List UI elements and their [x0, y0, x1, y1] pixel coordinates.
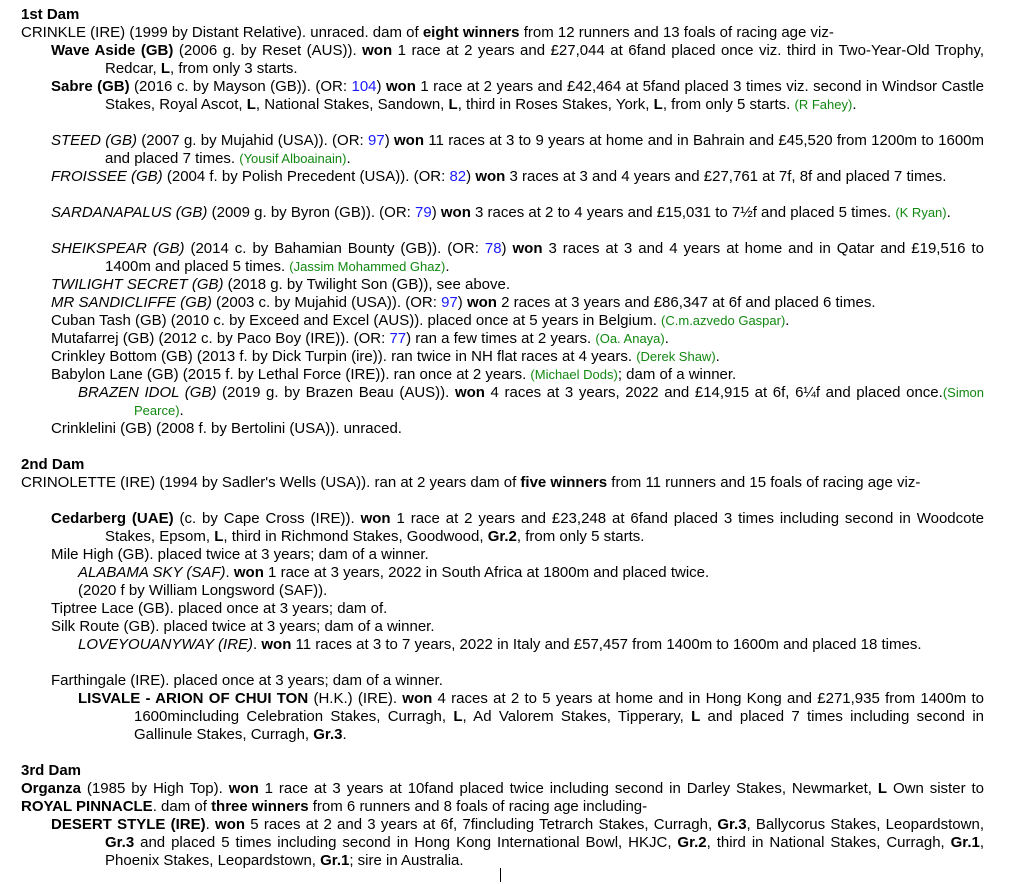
entry-text: (1985 by High Top).: [81, 780, 229, 797]
section-heading: 1st Dam: [21, 6, 80, 23]
entry-text: ): [457, 294, 467, 311]
progeny-entry: [78, 690, 984, 744]
bold-text: won: [228, 780, 259, 797]
entry-text: .: [346, 150, 351, 167]
entry-text: .: [179, 402, 184, 419]
bold-text: L: [453, 708, 463, 725]
entry-text: 3 races at 2 to 4 years and £15,031 to 7½f and placed 5 times.: [470, 204, 896, 221]
bold-text: won: [402, 690, 433, 707]
italic-horse-name: ALABAMA SKY (SAF): [78, 564, 226, 581]
entry-text: Tiptree Lace (GB). placed once at 3 years; dam of.: [51, 600, 388, 617]
trainer-name: (Yousif Alboainain): [239, 151, 347, 166]
bold-text: won: [362, 42, 393, 59]
italic-horse-name: LOVEYOUANYWAY (IRE): [78, 636, 254, 653]
entry-text: 11 races at 3 to 9 years at home and in Bahrain and £45,520 from 1200m to 1600m and placed 7 times.: [105, 132, 985, 167]
entry-text: .: [342, 726, 347, 743]
entry-text: Mile High (GB). placed twice at 3 years; dam of a winner.: [51, 546, 429, 563]
official-rating: 82: [449, 168, 467, 185]
italic-horse-name: BRAZEN IDOL (GB): [78, 384, 217, 401]
official-rating: 97: [441, 294, 458, 311]
progeny-entry: [78, 384, 984, 420]
progeny-entry: [51, 330, 984, 348]
progeny-entry: [51, 546, 984, 564]
italic-horse-name: STEED (GB): [51, 132, 137, 149]
entry-text: ): [431, 204, 441, 221]
official-rating: 97: [368, 132, 385, 149]
entry-text: (2009 g. by Byron (GB)). (OR:: [207, 204, 415, 221]
official-rating: 77: [389, 330, 407, 347]
entry-text: .: [664, 330, 669, 347]
dam-entry: [21, 474, 984, 492]
progeny-entry: [51, 240, 984, 276]
entry-text: (2020 f by William Longsword (SAF)).: [78, 582, 328, 599]
bold-text: won: [261, 636, 292, 653]
progeny-entry: [51, 672, 984, 690]
entry-text: .: [205, 816, 216, 833]
bold-text: Gr.1: [320, 852, 350, 869]
bold-text: Gr.3: [313, 726, 343, 743]
progeny-entry: [51, 600, 984, 618]
entry-text: (2003 c. by Mujahid (USA)). (OR:: [211, 294, 442, 311]
entry-text: (2018 g. by Twilight Son (GB)), see above.: [223, 276, 511, 293]
bold-text: won: [440, 204, 471, 221]
trainer-name: (C.m.azvedo Gaspar): [661, 313, 786, 328]
entry-text: 1 race at 2 years and £27,044 at 6fand placed once viz. third in Two-Year-Old Trophy, Redcar,: [105, 42, 984, 77]
entry-text: ) ran a few times at 2 years.: [406, 330, 596, 347]
entry-text: , Ballycorus Stakes, Leopardstown,: [746, 816, 984, 833]
progeny-entry: [51, 168, 984, 186]
progeny-entry: [51, 276, 984, 294]
entry-text: .: [445, 258, 450, 275]
entry-text: 5 races at 2 and 3 years at 6f, 7fincluding Tetrarch Stakes, Curragh,: [245, 816, 718, 833]
bold-text: DESERT STYLE (IRE): [51, 816, 206, 833]
italic-horse-name: TWILIGHT SECRET (GB): [51, 276, 224, 293]
entry-text: Babylon Lane (GB) (2015 f. by Lethal Force (IRE)). ran once at 2 years.: [51, 366, 531, 383]
entry-text: (2016 c. by Mayson (GB)). (OR:: [129, 78, 352, 95]
bold-text: Sabre (GB): [51, 78, 130, 95]
entry-text: Silk Route (GB). placed twice at 3 years; dam of a winner.: [51, 618, 435, 635]
entry-text: from 6 runners and 8 foals of racing age including-: [308, 798, 648, 815]
entry-text: 4 races at 3 years, 2022 and £14,915 at 6f, 6¼f and placed once.: [484, 384, 943, 401]
progeny-entry: [51, 204, 984, 222]
entry-text: ): [376, 78, 386, 95]
bold-text: Gr.1: [950, 834, 980, 851]
entry-text: 2 races at 3 years and £86,347 at 6f and placed 6 times.: [496, 294, 876, 311]
progeny-entry: [51, 618, 984, 636]
bold-text: won: [215, 816, 246, 833]
entry-text: CRINKLE (IRE) (1999 by Distant Relative). unraced. dam of: [21, 24, 423, 41]
italic-horse-name: SHEIKSPEAR (GB): [51, 240, 185, 257]
entry-text: ): [384, 132, 395, 149]
entry-text: 1 race at 3 years, 2022 in South Africa at 1800m and placed twice.: [263, 564, 710, 581]
entry-text: 11 races at 3 to 7 years, 2022 in Italy and £57,457 from 1400m to 1600m and placed 18 times.: [291, 636, 922, 653]
entry-text: .: [852, 96, 857, 113]
bold-text: three winners: [211, 798, 309, 815]
section-heading: 3rd Dam: [21, 762, 82, 779]
entry-text: 4 races at 2 to 5 years at home and in Hong Kong and £271,935 from 1400m to 1600mincluding Celebration Stakes, Curragh,: [134, 690, 984, 725]
progeny-entry: [51, 312, 984, 330]
entry-text: , third in Richmond Stakes, Goodwood,: [223, 528, 488, 545]
trainer-name: (Jassim Mohammed Ghaz): [289, 259, 446, 274]
trainer-name: (Simon Pearce): [134, 385, 984, 418]
entry-text: .: [785, 312, 790, 329]
progeny-entry: [51, 78, 984, 114]
entry-text: (2004 f. by Polish Precedent (USA)). (OR:: [162, 168, 450, 185]
progeny-entry: [51, 42, 984, 78]
entry-text: (H.K.) (IRE).: [308, 690, 403, 707]
bold-text: eight winners: [422, 24, 520, 41]
dam-entry: [21, 24, 984, 42]
entry-text: 1 race at 3 years at 10fand placed twice including second in Darley Stakes, Newmarket,: [258, 780, 878, 797]
bold-text: L: [653, 96, 663, 113]
entry-text: ): [501, 240, 513, 257]
entry-text: from 12 runners and 13 foals of racing age viz-: [519, 24, 834, 41]
bold-text: won: [394, 132, 425, 149]
bold-text: L: [214, 528, 224, 545]
entry-text: .: [715, 348, 720, 365]
bold-text: won: [454, 384, 485, 401]
entry-text: .: [946, 204, 951, 221]
bold-text: Gr.2: [677, 834, 707, 851]
entry-text: Crinklelini (GB) (2008 f. by Bertolini (USA)). unraced.: [51, 420, 402, 437]
bold-text: ROYAL PINNACLE: [21, 798, 153, 815]
entry-text: .: [225, 564, 234, 581]
progeny-entry: [78, 564, 984, 582]
entry-text: , Ad Valorem Stakes, Tipperary,: [462, 708, 692, 725]
bold-text: won: [466, 294, 497, 311]
entry-text: , from only 3 starts.: [170, 60, 298, 77]
dam-entry: [21, 780, 984, 816]
trainer-name: (K Ryan): [895, 205, 947, 220]
bold-text: won: [512, 240, 543, 257]
entry-text: , third in National Stakes, Curragh,: [706, 834, 951, 851]
bold-text: L: [246, 96, 256, 113]
entry-text: 3 races at 3 and 4 years and £27,761 at 7f, 8f and placed 7 times.: [505, 168, 947, 185]
entry-text: (2006 g. by Reset (AUS)).: [173, 42, 363, 59]
entry-text: from 11 runners and 15 foals of racing age viz-: [607, 474, 921, 491]
entry-text: , Phoenix Stakes, Leopardstown,: [105, 834, 984, 869]
entry-text: (c. by Cape Cross (IRE)).: [173, 510, 361, 527]
bold-text: Organza: [21, 780, 82, 797]
entry-text: (2019 g. by Brazen Beau (AUS)).: [216, 384, 455, 401]
bold-text: won: [475, 168, 506, 185]
italic-horse-name: FROISSEE (GB): [51, 168, 163, 185]
bold-text: L: [448, 96, 458, 113]
entry-text: Mutafarrej (GB) (2012 c. by Paco Boy (IRE)). (OR:: [51, 330, 390, 347]
bold-text: L: [160, 60, 171, 77]
bold-text: Gr.3: [717, 816, 747, 833]
entry-text: CRINOLETTE (IRE) (1994 by Sadler's Wells (USA)). ran at 2 years dam of: [21, 474, 521, 491]
entry-text: ; dam of a winner.: [617, 366, 737, 383]
entry-text: Farthingale (IRE). placed once at 3 years; dam of a winner.: [51, 672, 443, 689]
bold-text: L: [691, 708, 701, 725]
trainer-name: (Michael Dods): [530, 367, 618, 382]
progeny-entry: [51, 132, 984, 168]
entry-text: .: [253, 636, 262, 653]
trainer-name: (Oa. Anaya): [595, 331, 665, 346]
bold-text: five winners: [520, 474, 608, 491]
entry-text: and placed 5 times including second in Hong Kong International Bowl, HKJC,: [134, 834, 678, 851]
entry-text: ; sire in Australia.: [349, 852, 464, 869]
bold-text: won: [360, 510, 391, 527]
italic-horse-name: SARDANAPALUS (GB): [51, 204, 208, 221]
progeny-entry: [51, 366, 984, 384]
official-rating: 79: [415, 204, 432, 221]
section-heading: 2nd Dam: [21, 456, 85, 473]
progeny-entry: [78, 582, 984, 600]
bold-text: Wave Aside (GB): [51, 42, 174, 59]
entry-text: ): [466, 168, 476, 185]
trainer-name: (Derek Shaw): [636, 349, 716, 364]
entry-text: 3 races at 3 and 4 years at home and in Qatar and £19,516 to 1400m and placed 5 times.: [105, 240, 984, 275]
entry-text: and placed 7 times including second in Gallinule Stakes, Curragh,: [134, 708, 984, 743]
progeny-entry: [78, 636, 984, 654]
progeny-entry: [51, 816, 984, 870]
trainer-name: (R Fahey): [794, 97, 853, 112]
entry-text: (2014 c. by Bahamian Bounty (GB)). (OR:: [184, 240, 485, 257]
bold-text: Gr.2: [487, 528, 517, 545]
progeny-entry: [51, 510, 984, 546]
official-rating: 104: [351, 78, 377, 95]
entry-text: . dam of: [152, 798, 212, 815]
entry-text: Own sister to: [887, 780, 984, 797]
bold-text: Gr.3: [105, 834, 135, 851]
progeny-entry: [51, 348, 984, 366]
official-rating: 78: [484, 240, 502, 257]
entry-text: , third in Roses Stakes, York,: [457, 96, 654, 113]
entry-text: , from only 5 starts.: [662, 96, 795, 113]
entry-text: Cuban Tash (GB) (2010 c. by Exceed and Excel (AUS)). placed once at 5 years in Belgium.: [51, 312, 662, 329]
text-cursor: [500, 868, 501, 882]
bold-text: L: [877, 780, 888, 797]
entry-text: (2007 g. by Mujahid (USA)). (OR:: [136, 132, 369, 149]
italic-horse-name: MR SANDICLIFFE (GB): [51, 294, 212, 311]
bold-text: won: [385, 78, 416, 95]
entry-text: 1 race at 2 years and £42,464 at 5fand placed 3 times viz. second in Windsor Castle Stakes, Royal Ascot,: [105, 78, 984, 113]
progeny-entry: [51, 420, 984, 438]
entry-text: 1 race at 2 years and £23,248 at 6fand placed 3 times including second in Woodcote Stakes, Epsom,: [105, 510, 984, 545]
bold-text: LISVALE - ARION OF CHUI TON: [78, 690, 309, 707]
entry-text: , from only 5 starts.: [516, 528, 645, 545]
entry-text: , National Stakes, Sandown,: [255, 96, 449, 113]
bold-text: won: [233, 564, 264, 581]
entry-text: Crinkley Bottom (GB) (2013 f. by Dick Turpin (ire)). ran twice in NH flat races at 4 years.: [51, 348, 637, 365]
progeny-entry: [51, 294, 984, 312]
bold-text: Cedarberg (UAE): [51, 510, 174, 527]
